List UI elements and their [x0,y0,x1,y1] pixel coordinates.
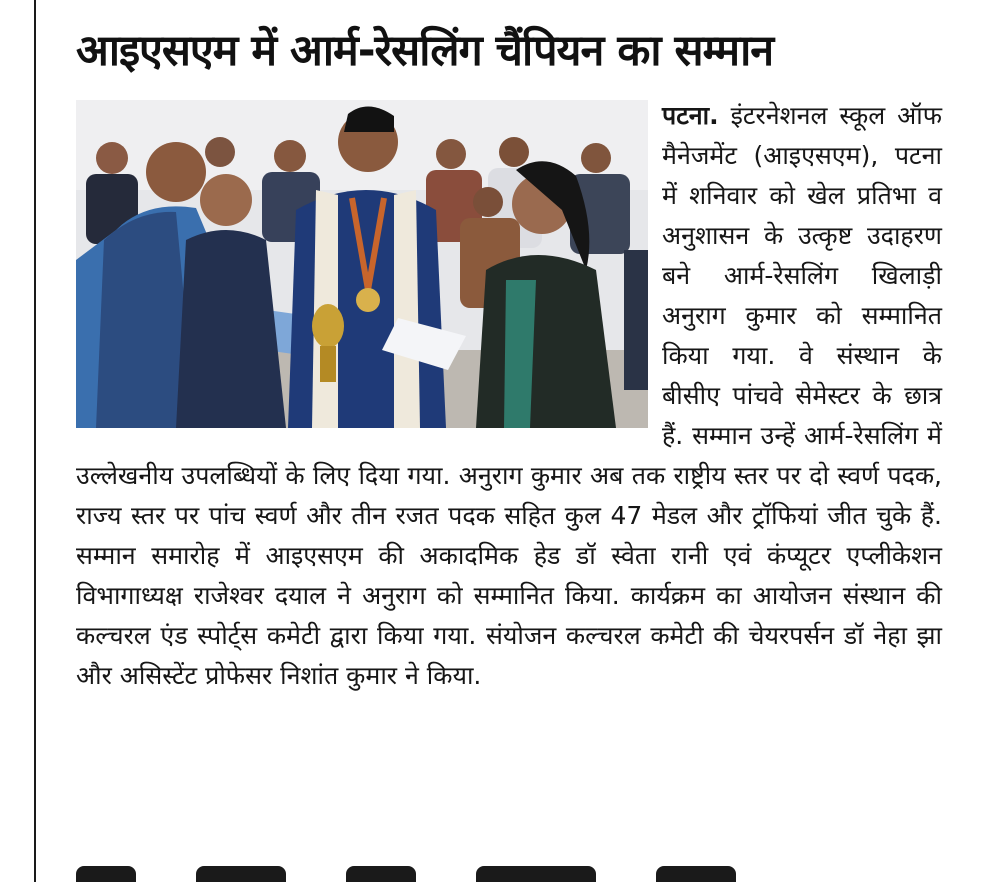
article-body [76,96,942,696]
dateline: पटना. [662,101,719,130]
photo-illustration [76,100,648,428]
column-rule [34,0,36,882]
next-headline-cutoff [76,866,942,882]
article-text: इंटरनेशनल स्कूल ऑफ मैनेजमेंट (आइएसएम), पटना में शनिवार को खेल प्रतिभा व अनुशासन के उत्कृष्ट उदाहरण बने आर्म-रेसलिंग खिलाड़ी अनुराग कुमार को सम्मानित किया गया. वे संस्थान के बीसीए पांचवे सेमेस्टर के छात्र हैं. सम्मान उन्हें आर्म-रेसलिंग में उल्लेखनीय उपलब्धियों के लिए दिया गया. अनुराग कुमार अब तक राष्ट्रीय स्तर पर दो स्वर्ण पदक, राज्य स्तर पर पांच स्वर्ण और तीन रजत पदक सहित कुल 47 मेडल और ट्रॉफियां जीत चुके हैं. सम्मान समारोह में आइएसएम की अकादमिक हेड डॉ स्वेता रानी एवं कंप्यूटर एप्लीकेशन विभागाध्यक्ष राजेश्वर दयाल ने अनुराग को सम्मानित किया. कार्यक्रम का आयोजन संस्थान की कल्चरल एंड स्पोर्ट्स कमेटी द्वारा किया गया. संयोजन कल्चरल कमेटी की चेयरपर्सन डॉ नेहा झा और असिस्टेंट प्रोफेसर निशांत कुमार ने किया. [76,101,942,690]
headline: आइएसएम में आर्म-रेसलिंग चैंपियन का सम्मान [76,26,774,76]
news-photo [76,100,648,428]
